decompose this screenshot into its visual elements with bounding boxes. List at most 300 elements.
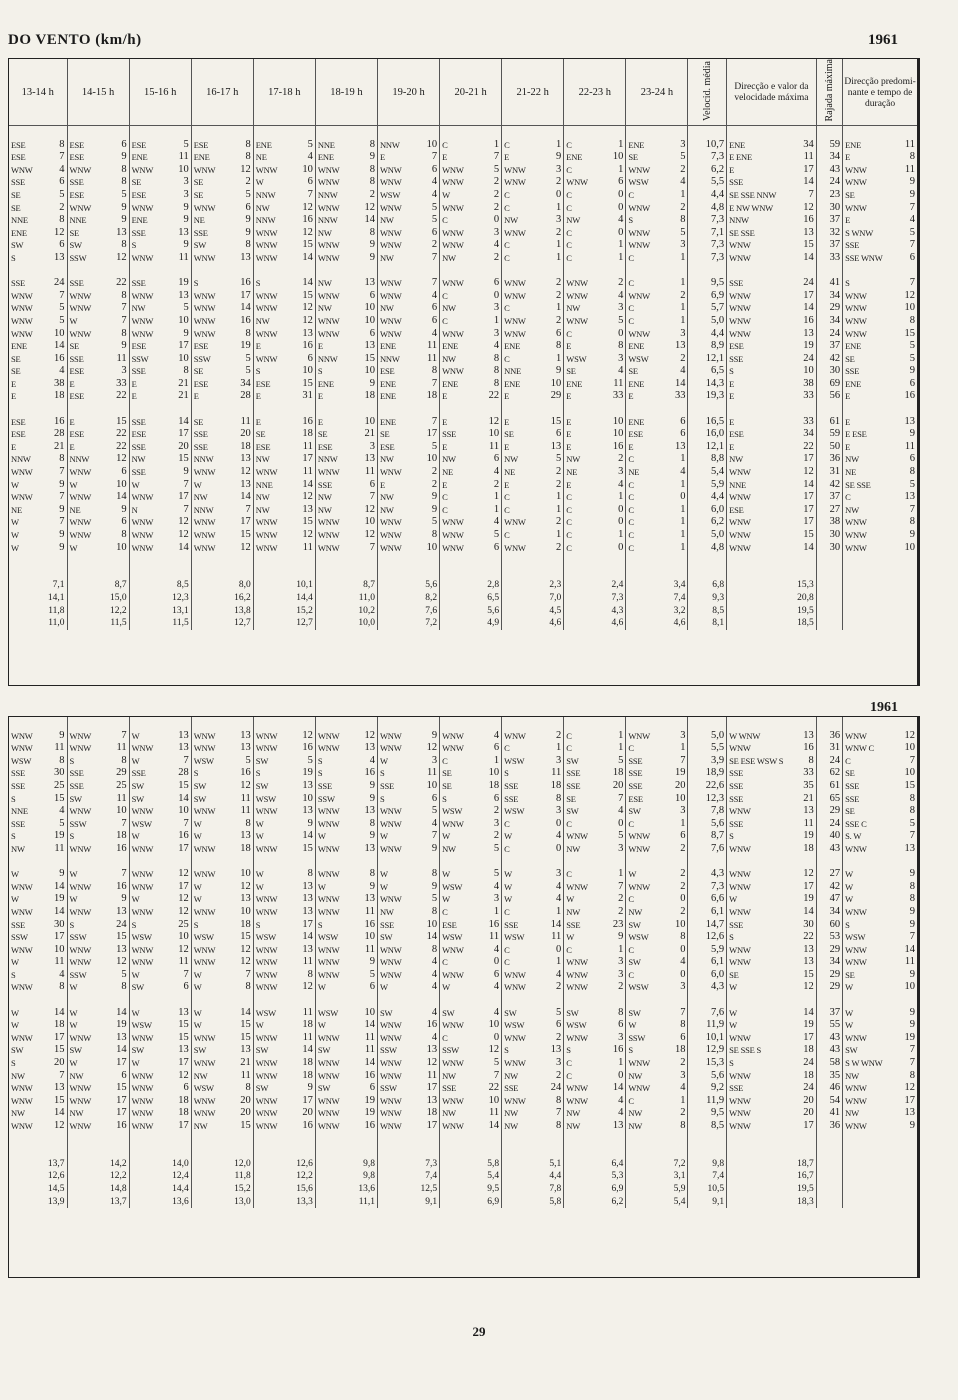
speed-value: 7 (307, 188, 313, 200)
table-row (9, 1057, 917, 1070)
direction-label: C (566, 164, 572, 175)
direction-label: WNW (317, 730, 340, 741)
direction-label: SSE (317, 780, 332, 791)
table-cell (191, 353, 253, 366)
average-cell (816, 1183, 842, 1196)
direction-label: W (442, 894, 450, 905)
direction-label: WNW (69, 1083, 92, 1094)
table-cell (502, 378, 564, 391)
speed-value: 8 (431, 868, 438, 880)
direction-label: WNW (317, 290, 340, 301)
table-cell (129, 479, 191, 492)
table-cell (843, 139, 917, 152)
table-cell (129, 453, 191, 466)
speed-value: 16 (116, 842, 127, 854)
direction-label: SSW (11, 932, 28, 943)
direction-label: NW (628, 1121, 643, 1131)
table-cell (191, 944, 253, 957)
average-cell: 12,2 (67, 605, 129, 618)
speed-value: 20 (54, 1057, 65, 1069)
table-cell (377, 315, 439, 328)
direction-label: E (566, 391, 572, 402)
speed-value: 0 (680, 491, 686, 503)
table-cell (67, 340, 129, 353)
speed-value: 7 (369, 541, 375, 553)
direction-label: SW (317, 1045, 331, 1056)
table-cell: 5,0 (688, 730, 727, 743)
table-cell (843, 868, 917, 881)
table-cell (727, 1070, 817, 1083)
table-cell (253, 189, 315, 202)
table-cell (377, 453, 439, 466)
table-cell (67, 441, 129, 454)
direction-label: WNW (255, 957, 278, 968)
average-cell: 12,2 (67, 1170, 129, 1183)
table-cell (67, 315, 129, 328)
speed-value: 16 (364, 1120, 375, 1131)
speed-value: 18 (674, 1044, 686, 1056)
speed-value: 3 (680, 327, 686, 339)
speed-value: 2 (556, 1031, 562, 1043)
table-cell (440, 290, 502, 303)
column-header (816, 59, 842, 126)
table-cell (67, 466, 129, 479)
speed-value: 1 (618, 163, 624, 175)
speed-value: 15 (803, 239, 814, 251)
speed-value: 5 (493, 842, 500, 854)
table-cell: 7,8 (688, 805, 727, 818)
speed-value: 7 (493, 151, 500, 163)
speed-value: 12 (240, 163, 251, 175)
speed-value: 2 (493, 251, 500, 263)
average-cell: 8,1 (688, 617, 727, 630)
table-cell (440, 239, 502, 252)
direction-label: WSW (504, 806, 525, 817)
direction-label: WNW (69, 492, 92, 503)
speed-value: 0 (618, 226, 624, 238)
speed-value: 6 (183, 981, 189, 993)
speed-value: 10 (302, 365, 313, 377)
speed-value: 9 (59, 541, 65, 553)
direction-label: SSE (729, 1083, 744, 1094)
table-cell (564, 843, 626, 856)
direction-label: WNW (193, 290, 216, 301)
speed-value: 14 (803, 251, 814, 263)
direction-label: SW (628, 806, 641, 817)
direction-label: WNW (379, 467, 402, 478)
speed-value: 9 (369, 377, 375, 389)
direction-label: W (131, 755, 140, 766)
direction-label: WNW (193, 906, 216, 917)
average-cell: 13,6 (315, 1183, 377, 1196)
table-cell (843, 1070, 917, 1083)
average-cell: 5,8 (440, 1158, 502, 1171)
speed-value: 21 (803, 792, 814, 804)
speed-value: 20 (240, 428, 251, 440)
table-cell (727, 202, 817, 215)
direction-label: WNW (729, 467, 751, 478)
speed-value: 10 (116, 805, 127, 817)
table-cell (9, 793, 67, 806)
direction-label: SSE (729, 353, 744, 364)
table-cell (564, 1032, 626, 1045)
speed-value: 4 (493, 516, 500, 528)
table-cell (727, 378, 817, 391)
direction-label: C (504, 492, 510, 503)
speed-value: 1 (680, 516, 686, 528)
table-cell (129, 139, 191, 152)
direction-label: WNW (131, 806, 154, 817)
direction-label: NW (442, 303, 456, 314)
speed-value: 12 (904, 1082, 915, 1094)
speed-value: 22 (488, 390, 500, 402)
table-cell (315, 340, 377, 353)
table-cell (440, 1007, 502, 1020)
speed-value: 12 (364, 201, 375, 213)
table-cell (440, 202, 502, 215)
speed-value: 0 (618, 541, 624, 553)
direction-label: SSE (729, 768, 744, 779)
speed-value: 9 (59, 868, 65, 880)
table-cell (502, 868, 564, 881)
average-cell: 6,5 (440, 592, 502, 605)
section-year: 1961 (870, 700, 898, 715)
direction-label: C (566, 328, 572, 339)
speed-value: 9 (618, 931, 624, 943)
table-cell (129, 290, 191, 303)
table-cell (440, 944, 502, 957)
average-cell: 5,4 (440, 1170, 502, 1183)
direction-label: WNW (845, 177, 867, 188)
table-cell (191, 453, 253, 466)
table-cell (843, 340, 917, 353)
direction-label: SSE (628, 780, 643, 791)
speed-value: 14 (178, 415, 189, 427)
direction-label: NW (317, 504, 332, 515)
direction-label: NW (566, 843, 581, 854)
speed-value: 1 (680, 817, 686, 829)
speed-value: 9 (121, 151, 127, 163)
table-cell (67, 793, 129, 806)
speed-value: 13 (364, 805, 375, 817)
speed-value: 7 (59, 1069, 65, 1081)
table-cell (440, 956, 502, 969)
speed-value: 2 (618, 453, 624, 465)
table-row (9, 252, 917, 265)
direction-label: WNW (193, 843, 216, 854)
speed-value: 8 (680, 1120, 686, 1131)
table-cell (564, 164, 626, 177)
column-header (688, 59, 727, 126)
table-cell (626, 139, 688, 152)
table-cell (9, 139, 67, 152)
average-cell: 5,4 (626, 1196, 688, 1209)
table-cell (564, 491, 626, 504)
direction-label: WNW (255, 517, 278, 528)
speed-value: 17 (803, 163, 814, 175)
table-cell (626, 805, 688, 818)
direction-label: W (131, 831, 140, 842)
direction-label: WNW (442, 743, 464, 754)
speed-value: 10 (364, 365, 375, 377)
table-cell (843, 277, 917, 290)
table-cell (626, 176, 688, 189)
column-header-label: Velocid. média (701, 60, 713, 121)
speed-value: 28 (178, 767, 189, 779)
average-cell: 12,4 (129, 1170, 191, 1183)
direction-label: WNW (69, 164, 92, 175)
direction-label: WNW (729, 315, 751, 326)
table-cell (440, 742, 502, 755)
table-cell (626, 1082, 688, 1095)
table-cell (564, 453, 626, 466)
speed-value: 5 (183, 302, 189, 314)
table-cell (727, 1095, 817, 1108)
speed-value: 4 (431, 188, 438, 200)
speed-value: 10 (612, 428, 624, 440)
speed-value: 4 (680, 176, 686, 188)
direction-label: WNW (317, 1032, 340, 1043)
average-cell: 6,2 (564, 1196, 626, 1209)
speed-value: 9 (183, 327, 189, 339)
direction-label: SW (131, 1045, 144, 1056)
table-row (9, 931, 917, 944)
table-cell: 36 (816, 1120, 842, 1133)
table-cell (253, 479, 315, 492)
table-cell (564, 1120, 626, 1133)
table-cell: 16,5 (688, 416, 727, 429)
direction-label: WNW (504, 517, 526, 528)
direction-label: C (628, 530, 634, 540)
table-cell (626, 277, 688, 290)
speed-value: 6 (680, 415, 686, 427)
table-row (9, 944, 917, 957)
speed-value: 12 (364, 729, 375, 741)
speed-value: 12 (178, 868, 189, 880)
speed-value: 2 (556, 478, 562, 490)
table-cell (129, 277, 191, 290)
table-cell: 60 (816, 919, 842, 932)
speed-value: 9 (369, 956, 375, 968)
table-cell (502, 214, 564, 227)
speed-value: 13 (116, 943, 127, 955)
speed-value: 17 (904, 1094, 915, 1106)
direction-label: S (504, 768, 509, 779)
speed-value: 34 (803, 428, 814, 440)
table-cell (191, 390, 253, 403)
table-cell: 5,0 (688, 529, 727, 542)
table-cell (129, 1107, 191, 1120)
table-cell (626, 378, 688, 391)
table-cell (626, 1070, 688, 1083)
table-cell (67, 529, 129, 542)
direction-label: NW (69, 1070, 84, 1081)
table-cell (727, 1019, 817, 1032)
table-cell (502, 176, 564, 189)
direction-label: SSW (69, 818, 87, 829)
speed-value: 10 (904, 981, 915, 993)
average-cell: 11,8 (191, 1170, 253, 1183)
table-cell (564, 365, 626, 378)
direction-label: W (379, 982, 388, 993)
table-cell (727, 315, 817, 328)
direction-label: SE (131, 177, 142, 188)
table-cell (564, 428, 626, 441)
speed-value: 18 (302, 1019, 313, 1031)
table-cell (377, 1095, 439, 1108)
table-cell: 5,6 (688, 818, 727, 831)
speed-value: 7 (121, 314, 127, 326)
direction-label: SW (69, 240, 82, 251)
speed-value: 17 (803, 453, 814, 465)
speed-value: 15 (178, 453, 189, 465)
direction-label: E (729, 164, 735, 175)
speed-value: 21 (178, 377, 189, 389)
table-cell (191, 479, 253, 492)
speed-value: 3 (618, 466, 624, 478)
direction-label: WNW (504, 1032, 526, 1043)
table-cell: 22,6 (688, 780, 727, 793)
speed-value: 1 (680, 529, 686, 540)
table-cell (377, 428, 439, 441)
direction-label: NW (317, 227, 332, 238)
table-cell (9, 202, 67, 215)
table-cell: 35 (816, 1070, 842, 1083)
direction-label: SSE (845, 366, 860, 377)
speed-value: 14 (550, 918, 562, 930)
table-cell (315, 818, 377, 831)
direction-label: SSE (442, 429, 457, 440)
table-row (9, 516, 917, 529)
table-cell (67, 378, 129, 391)
direction-label: C (504, 353, 510, 364)
average-row (9, 1196, 917, 1209)
direction-label: NW (379, 303, 394, 314)
speed-value: 11 (178, 151, 189, 163)
table-cell (377, 981, 439, 994)
speed-value: 18 (302, 1057, 313, 1069)
direction-label: E (845, 391, 851, 402)
table-cell (564, 202, 626, 215)
table-cell (315, 1120, 377, 1133)
table-cell (315, 428, 377, 441)
direction-label: E (729, 378, 735, 389)
table-cell (727, 365, 817, 378)
direction-label: E (442, 441, 448, 452)
table-cell (191, 416, 253, 429)
speed-value: 0 (493, 214, 500, 226)
direction-label: NW (504, 1070, 518, 1081)
direction-label: SSE (504, 793, 519, 804)
speed-value: 10 (488, 1094, 500, 1106)
speed-value: 2 (680, 289, 686, 301)
table-cell (377, 504, 439, 517)
table-cell (191, 302, 253, 315)
speed-value: 11 (364, 1031, 375, 1043)
table-cell (191, 1095, 253, 1108)
speed-value: 9 (909, 428, 915, 440)
table-row (9, 164, 917, 177)
speed-value: 1 (680, 541, 686, 553)
table-cell (727, 893, 817, 906)
table-cell (9, 453, 67, 466)
speed-value: 11 (489, 440, 500, 452)
direction-label: WNW (131, 252, 154, 263)
direction-label: S (729, 1058, 734, 1069)
speed-value: 2 (680, 905, 686, 917)
table-cell: 34 (816, 290, 842, 303)
speed-value: 2 (618, 905, 624, 917)
average-cell: 5,6 (377, 579, 439, 592)
direction-label: NW (379, 215, 394, 226)
direction-label: NNW (317, 353, 338, 364)
table-cell (9, 1057, 67, 1070)
direction-label: NE (845, 467, 857, 478)
speed-value: 14 (674, 377, 686, 389)
table-cell (564, 340, 626, 353)
speed-value: 8 (121, 239, 127, 251)
table-cell (377, 755, 439, 768)
direction-label: W (379, 881, 388, 892)
average-cell: 16,2 (191, 592, 253, 605)
direction-label: SW (131, 780, 144, 791)
speed-value: 9 (369, 251, 375, 263)
speed-value: 0 (493, 956, 500, 968)
direction-label: WSW (379, 189, 401, 200)
table-cell (315, 1019, 377, 1032)
average-cell: 15,0 (67, 592, 129, 605)
table-cell (9, 981, 67, 994)
speed-value: 7 (618, 880, 624, 892)
table-cell (727, 227, 817, 240)
speed-value: 10 (364, 931, 375, 943)
table-cell (67, 1007, 129, 1020)
speed-value: 10 (178, 352, 189, 364)
direction-label: SSW (379, 1083, 397, 1094)
table-cell (9, 491, 67, 504)
table-cell (377, 919, 439, 932)
speed-value: 3 (556, 805, 562, 817)
table-cell (564, 805, 626, 818)
speed-value: 12 (240, 956, 251, 968)
speed-value: 12 (178, 905, 189, 917)
direction-label: W (11, 957, 19, 968)
average-cell: 12,0 (191, 1158, 253, 1171)
table-cell: 15,3 (688, 1057, 727, 1070)
table-cell (564, 906, 626, 919)
direction-label: E (566, 479, 572, 490)
speed-value: 7 (121, 302, 127, 314)
table-cell: 43 (816, 164, 842, 177)
table-cell (129, 843, 191, 856)
speed-value: 23 (612, 918, 624, 930)
speed-value: 10 (904, 742, 915, 754)
direction-label: ESE (11, 139, 26, 150)
direction-label: NW (442, 843, 456, 854)
table-cell (315, 302, 377, 315)
direction-label: WNW (845, 542, 867, 553)
speed-value: 10 (116, 541, 127, 553)
table-cell (191, 328, 253, 341)
direction-label: WNW (255, 240, 278, 251)
speed-value: 12 (302, 226, 313, 238)
speed-value: 3 (680, 1069, 686, 1081)
direction-label: ESE (131, 429, 147, 440)
speed-value: 9 (307, 817, 313, 829)
table-cell (253, 868, 315, 881)
speed-value: 1 (556, 905, 562, 917)
direction-label: C (504, 303, 510, 314)
